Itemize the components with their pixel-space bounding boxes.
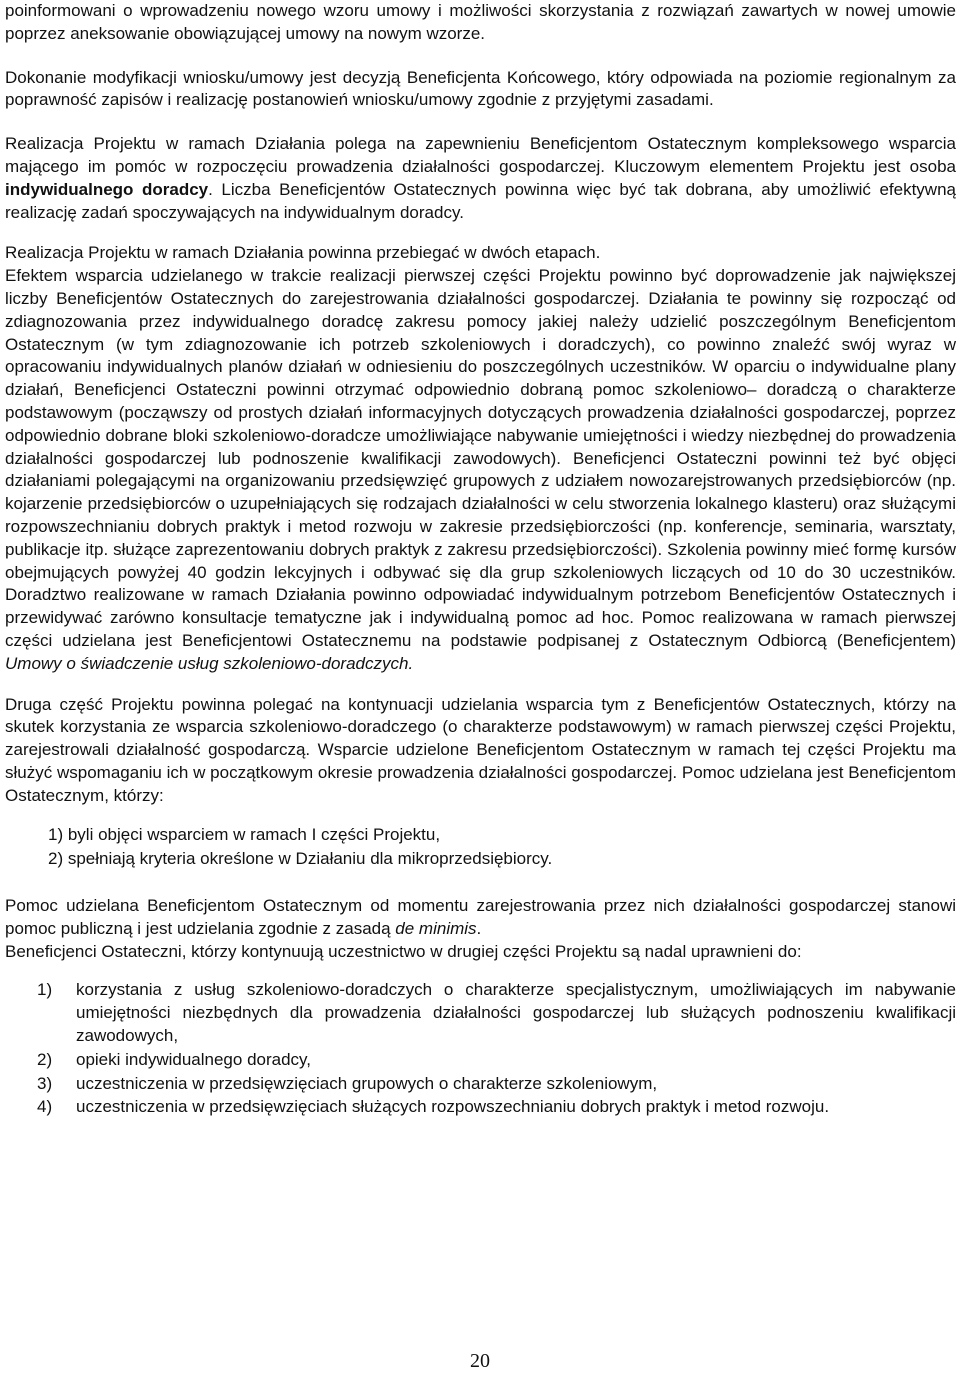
document-page (5, 0, 956, 1120)
paragraph-continuation: poinformowani o wprowadzeniu nowego wzoru umowy i możliwości skorzystania z rozwiązań zawartych w nowej umowie poprzez aneksowanie obowiązującej umowy na nowym wzorze. (5, 1, 956, 43)
paragraph-second-part: Druga część Projektu powinna polegać na kontynuacji udzielania wsparcia tym z Beneficjentów Ostatecznych, którzy na skutek korzystania ze wsparcia szkoleniowo-doradczego (o charakterze podstawowym) w ramach pierwszej części Projektu, zarejestrowali działalność gospodarczą. Wsparcie udzielone Beneficjentom Ostatecznym w ramach tej części Projektu ma służyć wspomaganiu ich w początkowym okresie prowadzenia działalności gospodarczej. Pomoc udzielana jest Beneficjentom Ostatecznym, którzy: (5, 694, 956, 805)
text-run: . Liczba Beneficjentów Ostatecznych powinna więc być tak dobrana, aby umożliwić efektywną realizację zadań spoczywających na indywidualnym doradcy. (5, 179, 956, 222)
text-run: Pomoc udzielana Beneficjentom Ostatecznym od momentu zarejestrowania przez nich działalności gospodarczej stanowi pomoc publiczną i jest udzielania zgodnie z zasadą (5, 896, 956, 938)
list-text: opieki indywidualnego doradcy, (76, 1049, 312, 1069)
list-item (5, 1096, 956, 1119)
list-item (5, 1073, 956, 1096)
list-number: 3) (37, 1073, 53, 1093)
list-text: korzystania z usług szkoleniowo-doradczych o charakterze specjalistycznym, umożliwiających im nabywanie umiejętności niezbędnych dla prowadzenia działalności gospodarczej lub służących podnoszeniu kwalifikacji zawodowych, (76, 980, 956, 1046)
italic-agreement-title: Umowy o świadczenie usług szkoleniowo-doradczych. (5, 653, 414, 673)
list-number: 4) (37, 1097, 53, 1117)
list-number: 1) (37, 980, 53, 1000)
entitlements-list (5, 979, 956, 1119)
list-number: 2) (37, 1049, 53, 1069)
list-text: uczestniczenia w przedsięwzięciach służących rozpowszechnianiu dobrych praktyk i metod rozwoju. (76, 1097, 830, 1117)
paragraph-entitlements: Beneficjenci Ostateczni, którzy kontynuują uczestnictwo w drugiej części Projektu są nadal uprawnieni do: (5, 941, 802, 961)
paragraph-two-stages: Realizacja Projektu w ramach Działania powinna przebiegać w dwóch etapach. (5, 243, 601, 263)
paragraph-public-aid (5, 895, 956, 941)
page-number: 20 (470, 1350, 490, 1372)
italic-de-minimis: de minimis (395, 918, 477, 938)
paragraph-first-part (5, 265, 956, 675)
paragraph-project-realization (5, 133, 956, 224)
text-run: . (476, 918, 482, 938)
bold-term-individual-advisor: indywidualnego doradcy (5, 179, 209, 199)
list-item: 1) byli objęci wsparciem w ramach I części Projektu, (48, 824, 441, 844)
list-item (5, 979, 956, 1047)
text-run: Efektem wsparcia udzielanego w trakcie realizacji pierwszej części Projektu powinno być doprowadzenie jak największej liczby Beneficjentów Ostatecznych do zarejestrowania działalności gospodarczej. Działania te powinny się rozpocząć od zdiagnozowania przez indywidualnego doradcę zakresu pomocy jakiej należy udzielić poszczególnym Beneficjentom Ostatecznym (w tym zdiagnozowanie ich potrzeb szkoleniowych i doradczych), co powinno znaleźć swój wyraz w opracowaniu indywidualnych planów działań w odniesieniu do poszczególnych uczestników. W oparciu o indywidualne plany działań, Beneficjenci Ostateczni powinni otrzymać odpowiednio dobraną pomoc szkoleniowo– doradczą o charakterze podstawowym (począwszy od prostych działań informacyjnych dotyczących prowadzenia działalności gospodarczej, poprzez odpowiednio dobrane bloki szkoleniowo-doradcze umożliwiające nabywanie umiejętności i wiedzy niezbędnej do prowadzenia działalności gospodarczej lub podnoszenie kwalifikacji zawodowych). Beneficjenci Ostateczni powinni też być objęci działaniami polegającymi na organizowaniu przedsięwzięć grupowych z udziałem nowozarejstrowanych przedsiębiorców (np. kojarzenie przedsiębiorców o uzupełniających się rodzajach działalności w celu stworzenia lokalnego klasteru) oraz służącymi rozpowszechnianiu dobrych praktyk i metod rozwoju w zakresie przedsiębiorczości (np. konferencje, seminaria, warsztaty, publikacje itp. służące zaprezentowaniu dobrych praktyk z zakresu przedsiębiorczości). Szkolenia powinny mieć formę kursów obejmujących powyżej 40 godzin lekcyjnych i odbywać się dla grup szkoleniowych liczących od 10 do 30 uczestników. Doradztwo realizowane w ramach Działania powinno odpowiadać indywidualnym potrzebom Beneficjentów Ostatecznych i przewidywać zarówno konsultacje tematyczne jak i indywidualną pomoc ad hoc. Pomoc realizowana w ramach pierwszej części udzielana jest Beneficjentowi Ostatecznemu na podstawie podpisanej z Ostatecznym Odbiorcą (Beneficjentem) (5, 266, 956, 650)
list-text: uczestniczenia w przedsięwzięciach grupowych o charakterze szkoleniowym, (76, 1073, 658, 1093)
list-item (5, 1049, 956, 1072)
list-item: 2) spełniają kryteria określone w Działaniu dla mikroprzedsiębiorcy. (48, 849, 553, 869)
text-run: Realizacja Projektu w ramach Działania polega na zapewnieniu Beneficjentom Ostatecznym kompleksowego wsparcia mającego im pomóc w rozpoczęciu prowadzenia działalności gospodarczej. Kluczowym elementem Projektu jest osoba (5, 134, 956, 176)
eligibility-conditions-list (5, 824, 956, 872)
paragraph-modification: Dokonanie modyfikacji wniosku/umowy jest decyzją Beneficjenta Końcowego, który odpowiada na poziomie regionalnym za poprawność zapisów i realizację postanowień wniosku/umowy zgodnie z przyjętymi zasadami. (5, 67, 956, 110)
